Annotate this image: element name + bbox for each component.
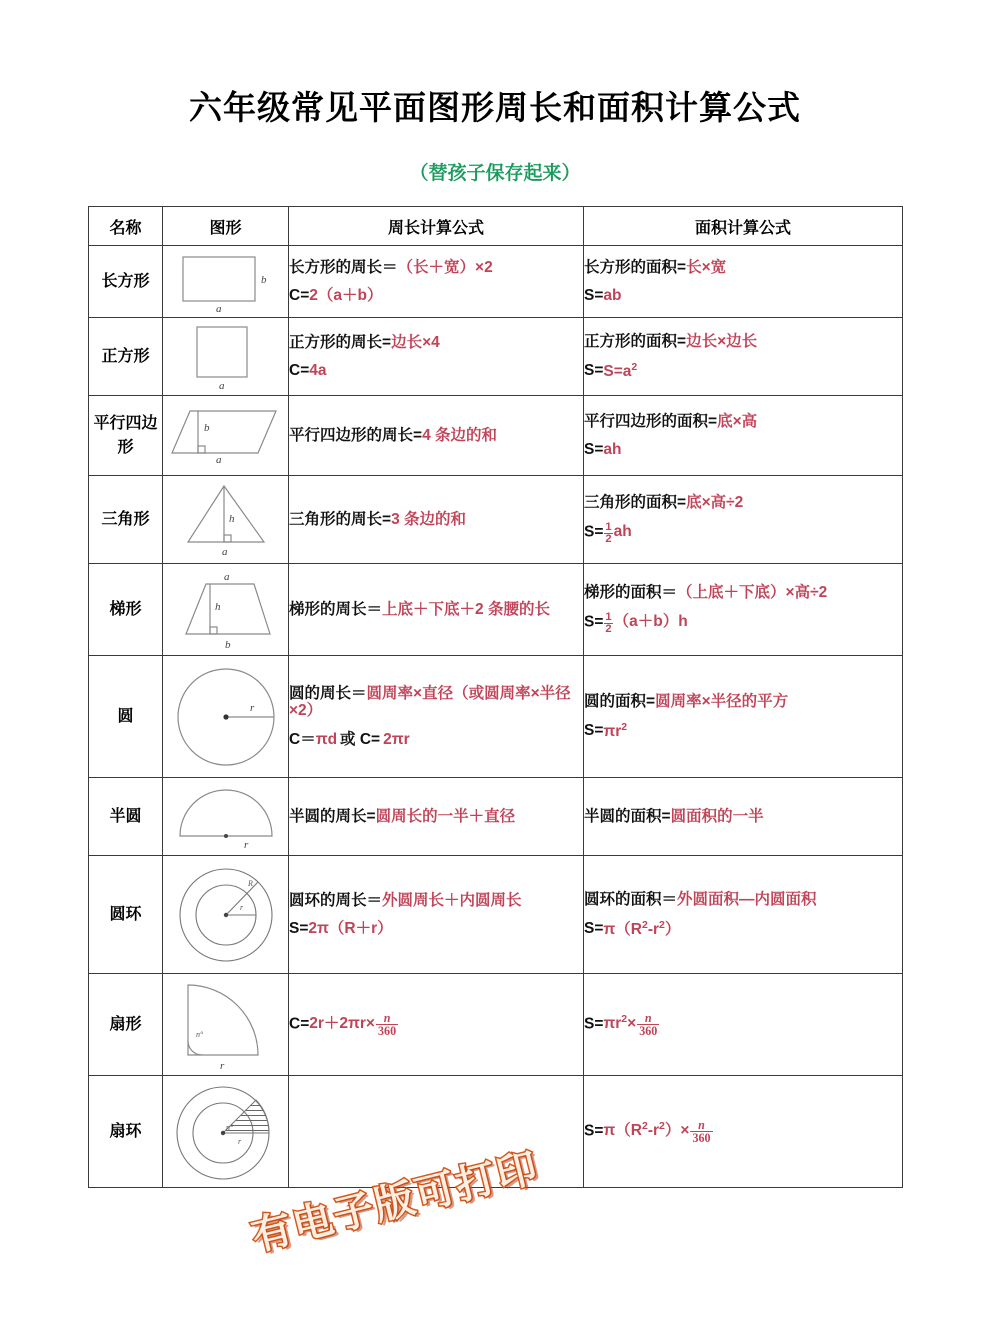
svg-text:h: h: [214, 600, 220, 613]
svg-text:r: r: [243, 838, 248, 851]
table-row: [89, 656, 903, 778]
row-name-semicircle: 半圆: [89, 778, 163, 856]
perimeter-formula-annular-sector: [289, 1076, 584, 1188]
perimeter-formula-square: 正方形的周长=边长×4 C=4a: [289, 318, 584, 396]
svg-text:n°: n°: [225, 1122, 233, 1132]
area-formula-trapezoid: 梯形的面积＝（上底＋下底）×高÷2 S= $\frac{1}{2}$ （a＋b）h: [584, 564, 903, 656]
area-formula-annular-sector: $S=\pi(R^2-r^2)\times$ $\frac{n}{360}$: [584, 1076, 903, 1188]
table-row: [89, 856, 903, 974]
page-subtitle: （替孩子保存起来）: [409, 163, 581, 184]
svg-text:b: b: [203, 421, 209, 434]
shape-figure-triangle: [163, 476, 289, 564]
area-formula-semicircle: 半圆的面积=圆面积的一半: [584, 778, 903, 856]
svg-text:a: a: [223, 570, 229, 583]
svg-text:r: r: [239, 902, 243, 912]
shape-figure-trapezoid: [163, 564, 289, 656]
table-row: [89, 318, 903, 396]
area-formula-rectangle: 长方形的面积=长×宽 S=ab: [584, 246, 903, 318]
svg-text:n°: n°: [195, 1029, 203, 1039]
table-row: [89, 396, 903, 476]
page-title: 六年级常见平面图形周长和面积计算公式: [189, 91, 801, 127]
svg-text:r: r: [249, 701, 254, 714]
area-formula-triangle: 三角形的面积=底×高÷2 S= $\frac{1}{2}$ ah: [584, 476, 903, 564]
shape-figure-annular-sector: [163, 1076, 289, 1188]
area-formula-circle: 圆的面积=圆周率×半径的平方 $S=\pi r^2$: [584, 656, 903, 778]
row-name-square: 正方形: [89, 318, 163, 396]
svg-text:a: a: [218, 379, 224, 392]
header-name: 名称: [89, 207, 163, 246]
header-shape: 图形: [163, 207, 289, 246]
svg-text:a: a: [215, 453, 221, 466]
perimeter-formula-sector: C=2r＋2πr× $\frac{n}{360}$: [289, 974, 584, 1076]
row-name-parallelogram: 平行四边形: [89, 396, 163, 476]
table-row: [89, 476, 903, 564]
table-row: [89, 1076, 903, 1188]
shape-figure-sector: [163, 974, 289, 1076]
table-row: [89, 778, 903, 856]
shape-figure-semicircle: [163, 778, 289, 856]
shape-figure-parallelogram: [163, 396, 289, 476]
svg-text:a: a: [221, 545, 227, 558]
row-name-annular-sector: 扇环: [89, 1076, 163, 1188]
shape-figure-square: [163, 318, 289, 396]
perimeter-formula-parallelogram: 平行四边形的周长=4 条边的和: [289, 396, 584, 476]
row-name-trapezoid: 梯形: [89, 564, 163, 656]
table-header-row: [89, 207, 903, 246]
perimeter-formula-triangle: 三角形的周长=3 条边的和: [289, 476, 584, 564]
svg-text:b: b: [260, 273, 266, 286]
row-name-triangle: 三角形: [89, 476, 163, 564]
table-row: [89, 246, 903, 318]
area-formula-square: 正方形的面积=边长×边长 $S=S=a^2$: [584, 318, 903, 396]
watermark-text: 有电子版可打印: [247, 1144, 544, 1261]
table-row: [89, 974, 903, 1076]
perimeter-formula-trapezoid: 梯形的周长＝上底＋下底＋2 条腰的长: [289, 564, 584, 656]
area-formula-annulus: 圆环的面积＝外圆面积—内圆面积 $S=\pi(R^2-r^2)$: [584, 856, 903, 974]
svg-text:r: r: [219, 1059, 224, 1072]
perimeter-formula-annulus: 圆环的周长＝外圆周长＋内圆周长 S=2π（R＋r）: [289, 856, 584, 974]
area-formula-sector: $S=\pi r^2\times$ $\frac{n}{360}$: [584, 974, 903, 1076]
table-row: [89, 564, 903, 656]
shape-figure-circle: [163, 656, 289, 778]
row-name-circle: 圆: [89, 656, 163, 778]
svg-text:b: b: [224, 638, 230, 651]
formula-table: [88, 206, 903, 1188]
row-name-annulus: 圆环: [89, 856, 163, 974]
svg-text:a: a: [215, 302, 221, 315]
area-formula-parallelogram: 平行四边形的面积=底×高 S=ah: [584, 396, 903, 476]
perimeter-formula-rectangle: 长方形的周长＝（长＋宽）×2 C=2（a＋b）: [289, 246, 584, 318]
header-area: 面积计算公式: [584, 207, 903, 246]
perimeter-formula-semicircle: 半圆的周长=圆周长的一半＋直径: [289, 778, 584, 856]
header-perimeter: 周长计算公式: [289, 207, 584, 246]
svg-text:r: r: [237, 1136, 241, 1146]
shape-figure-rectangle: [163, 246, 289, 318]
row-name-sector: 扇形: [89, 974, 163, 1076]
row-name-rectangle: 长方形: [89, 246, 163, 318]
perimeter-formula-circle: 圆的周长＝圆周率×直径（或圆周率×半径×2） C＝πd 或 C= 2πr: [289, 656, 584, 778]
svg-text:R: R: [247, 878, 253, 888]
svg-text:h: h: [228, 512, 234, 525]
shape-figure-annulus: [163, 856, 289, 974]
